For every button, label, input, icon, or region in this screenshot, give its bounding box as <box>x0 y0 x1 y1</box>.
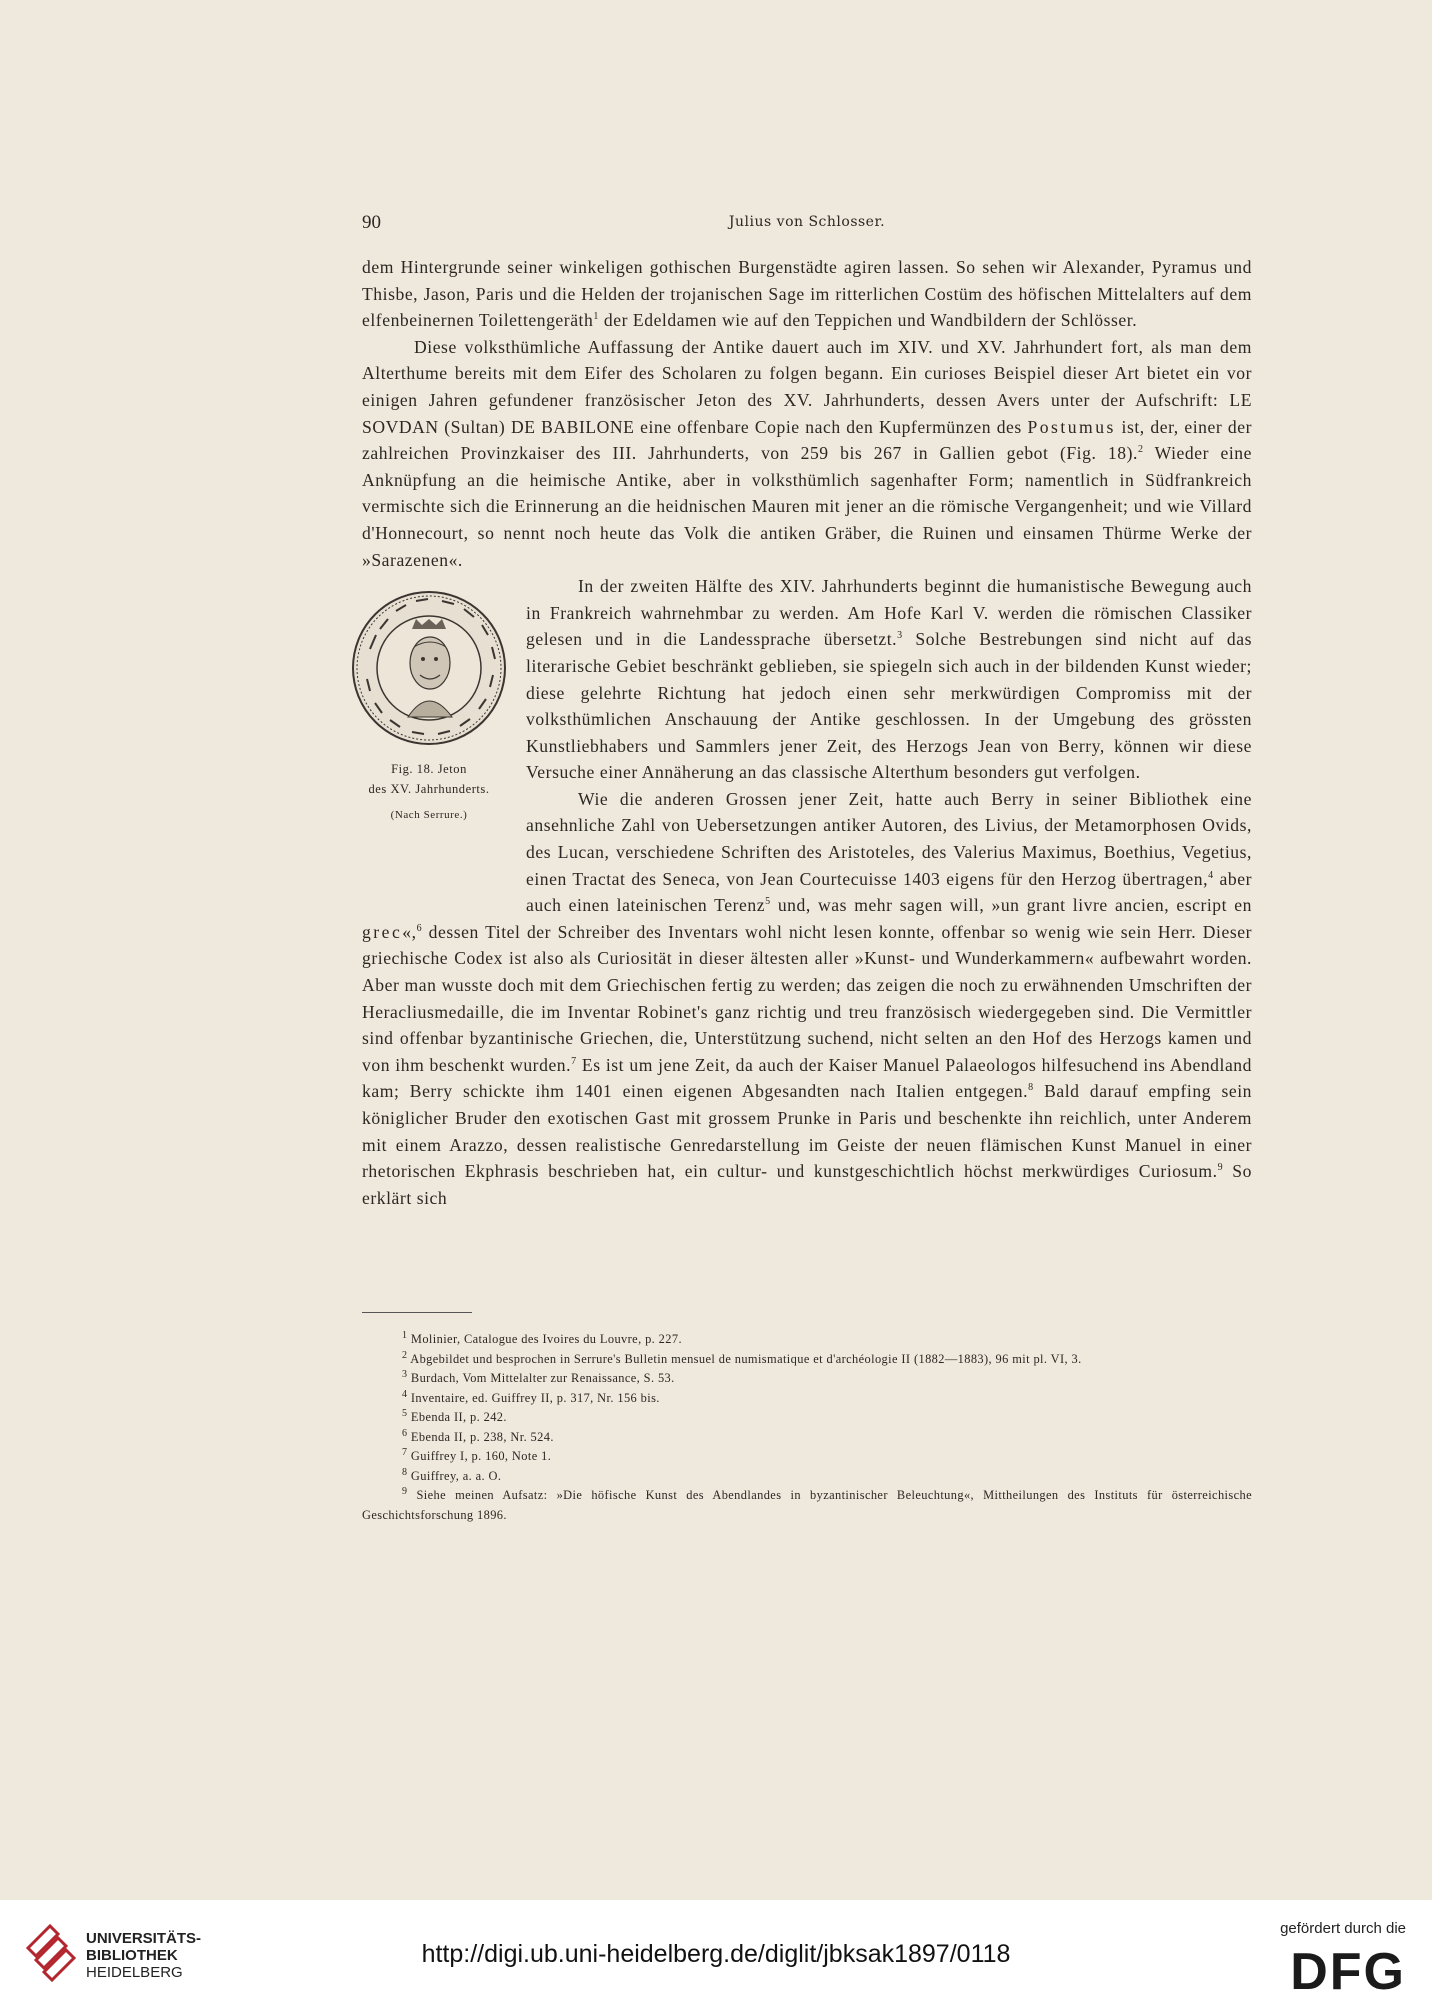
footnote-text: Siehe meinen Aufsatz: »Die höfische Kunst des Abendlandes in byzantinischer Beleuchtung«, Mittheilungen des Instituts für österreichische Geschichtsforschung 1896. <box>362 1488 1252 1522</box>
footnote-number: 6 <box>402 1427 408 1439</box>
spaced-name: Postumus <box>1027 416 1116 437</box>
text-run: Solche Bestrebungen sind nicht auf das literarische Gebiet beschränkt geblieben, sie spiegeln sich auch in der bildenden Kunst wieder; diese gelehrte Richtung hat jedoch einen sehr merkwürdigen Compromiss mit der volksthümlichen Anschauung der Antike geschlossen. In der Umgebung des grössten Kunstliebhabers und Sammlers jener Zeit, des Herzogs Jean von Berry, können wir diese Versuche einer Annäherung an das classische Alterthum besonders gut verfolgen. <box>526 629 1253 783</box>
paragraph <box>362 334 1252 573</box>
figure-caption: Fig. 18. Jeton <box>391 762 467 777</box>
library-line: UNIVERSITÄTS- <box>86 1930 202 1947</box>
footnote <box>362 1369 1252 1389</box>
dfg-logo[interactable]: DFG <box>1290 1943 1406 2001</box>
footnote-number: 1 <box>402 1329 408 1341</box>
sponsor-label: gefördert durch die <box>1280 1920 1406 1937</box>
footnote <box>362 1330 1252 1350</box>
footnote-text: Abgebildet und besprochen in Serrure's Bulletin mensuel de numismatique et d'archéologie II (1882—1883), 96 mit pl. VI, 3. <box>407 1351 1082 1366</box>
footnote-ref[interactable]: 2 <box>1137 444 1144 456</box>
text-run: Bald darauf empfing sein königlicher Bruder den exotischen Gast mit grossem Prunke in Paris und beschenkte ihn reichlich, unter Anderem mit einem Arazzo, dessen realistische Genredarstellung im Geiste der neuen flämischen Kunst Manuel in einer rhetorischen Ekphrasis beschrieben hat, ein cultur- und kunstgeschichtlich höchst merkwürdiges Curiosum. <box>362 1081 1252 1182</box>
text-run: dessen Titel der Schreiber des Inventars wohl nicht lesen konnte, offenbar so wenig wie sein Herr. Dieser griechische Codex ist also als Curiosität in dieser ältesten aller »Kunst- und Wunderkammern« aufbewahrt worden. Aber man wusste doch mit dem Griechischen fertig zu werden; das zeigen die noch zu erwähnenden Umschriften der Heracliusmedaille, die im Inventar Robinet's ganz richtig und treu französisch wiedergegeben sind. Die Vermittler sind offenbar byzantinische Griechen, die, Unterstützung suchend, nicht selten an den Hof des Herzogs kamen und von ihm beschenkt wurden. <box>362 921 1252 1075</box>
page-number: 90 <box>362 212 381 233</box>
page-header <box>362 212 1252 236</box>
footnote-ref[interactable]: 8 <box>1028 1082 1034 1094</box>
footnote-ref[interactable]: 3 <box>897 630 903 642</box>
permalink-url[interactable]: http://digi.ub.uni-heidelberg.de/diglit/jbksak1897/0118 <box>421 1940 1011 1968</box>
footnote <box>362 1389 1252 1409</box>
figure-18 <box>344 589 514 894</box>
figure-credit: (Nach Serrure.) <box>390 809 468 822</box>
footnote <box>362 1486 1252 1525</box>
text-run: Diese volksthümliche Auffassung der Antike dauert auch im XIV. und XV. Jahrhundert fort, als man dem Alterthume bereits mit dem Eifer des Scholaren zu folgen begann. Ein curioses Beispiel dieser Art bietet ein vor einigen Jahren gefundener französischer Jeton des XV. Jahrhunderts, dessen Avers unter der Aufschrift: LE SOVDAN (Sultan) DE BABILONE eine offenbare Copie nach den Kupfermünzen des <box>362 336 1252 437</box>
footnote-divider <box>362 1312 472 1313</box>
footnote <box>362 1408 1252 1428</box>
viewer-footer <box>0 1900 1432 2012</box>
footnote <box>362 1467 1252 1487</box>
library-line: HEIDELBERG <box>86 1964 183 1981</box>
footnote-ref[interactable]: 6 <box>416 922 423 934</box>
footnote-ref[interactable]: 5 <box>765 896 771 908</box>
footnote-number: 2 <box>402 1349 408 1361</box>
footnote-number: 3 <box>402 1368 408 1380</box>
footnote-text: Ebenda II, p. 242. <box>407 1410 507 1424</box>
footnote <box>362 1428 1252 1448</box>
footnote-number: 7 <box>402 1446 408 1458</box>
text-run: «, <box>402 921 417 942</box>
footnote-text: Inventaire, ed. Guiffrey II, p. 317, Nr. 156 bis. <box>407 1390 660 1405</box>
footnote-ref[interactable]: 7 <box>571 1055 577 1067</box>
body-text <box>362 254 1252 1211</box>
text-run: So erklärt sich <box>362 1161 1252 1208</box>
text-run: ist, der, einer der zahlreichen Provinzkaiser des III. Jahrhunderts, von 259 bis 267 in Gallien gebot (Fig. 18). <box>362 416 1252 464</box>
footnote-ref[interactable]: 9 <box>1217 1162 1224 1174</box>
text-run: der Edeldamen wie auf den Teppichen und Wandbildern der Schlösser. <box>598 310 1138 331</box>
text-run: und, was mehr sagen will, »un grant livre ancien, escript en <box>770 895 1252 916</box>
footnote-text: Ebenda II, p. 238, Nr. 524. <box>407 1429 554 1444</box>
text-run: Wieder eine Anknüpfung an die heimische Antike, aber in volksthümlich sagenhafter Form; namentlich in Südfrankreich vermischte sich die Erinnerung an die heidnischen Mauren mit jener an die römische Vergangenheit; und wie Villard d'Honnecourt, so nennt noch heute das Volk die antiken Gräber, die Ruinen und einsamen Thürme Werke der »Sarazenen«. <box>362 443 1253 570</box>
footnote <box>362 1350 1252 1370</box>
footnote <box>362 1447 1252 1467</box>
footnote-number: 8 <box>402 1466 408 1478</box>
text-run: aber auch einen lateinischen Terenz <box>526 868 1252 916</box>
text-run: Wie die anderen Grossen jener Zeit, hatte auch Berry in seiner Bibliothek eine ansehnliche Zahl von Uebersetzungen antiker Autoren, des Livius, der Metamorphosen Ovids, des Lucan, verschiedene Schriften des Aristoteles, des Valerius Maximus, Boethius, Vegetius, einen Tractat des Seneca, von Jean Courtecuisse 1403 eigens für den Herzog übertragen, <box>526 788 1252 889</box>
footnote-text: Guiffrey I, p. 160, Note 1. <box>407 1449 552 1463</box>
jeton-coin-image <box>350 589 508 747</box>
paragraph <box>362 254 1252 334</box>
footnote-text: Guiffrey, a. a. O. <box>407 1468 502 1483</box>
spaced-word: grec <box>362 921 403 942</box>
library-line: BIBLIOTHEK <box>86 1947 178 1964</box>
footnote-ref[interactable]: 1 <box>593 311 599 323</box>
footnote-number: 4 <box>402 1388 408 1400</box>
footnote-ref[interactable]: 4 <box>1208 869 1214 881</box>
figure-caption: des XV. Jahrhunderts. <box>368 782 490 797</box>
footnote-number: 5 <box>402 1407 408 1419</box>
footnotes <box>362 1330 1252 1525</box>
text-run: Es ist um jene Zeit, da auch der Kaiser Manuel Palaeologos hilfesuchend ins Abendland kam; Berry schickte ihm 1401 einen eigenen Abgesandten nach Italien entgegen. <box>362 1054 1253 1102</box>
text-run: dem Hintergrunde seiner winkeligen gothischen Burgenstädte agiren lassen. So sehen wir Alexander, Pyramus und Thisbe, Jason, Paris und die Helden der trojanischen Sage im ritterlichen Costüm des höfischen Mittelalters auf dem elfenbeinernen Toilettengeräth <box>362 257 1252 331</box>
footnote-number: 9 <box>402 1485 408 1497</box>
text-run: In der zweiten Hälfte des XIV. Jahrhunderts beginnt die humanistische Bewegung auch in Frankreich wahrnehmbar zu werden. Am Hofe Karl V. werden die römischen Classiker gelesen und in die Landessprache übersetzt. <box>526 576 1252 650</box>
footnote-text: Molinier, Catalogue des Ivoires du Louvre, p. 227. <box>407 1332 682 1346</box>
running-head: Julius von Schlosser. <box>728 214 886 230</box>
footnote-text: Burdach, Vom Mittelalter zur Renaissance, S. 53. <box>407 1371 675 1385</box>
